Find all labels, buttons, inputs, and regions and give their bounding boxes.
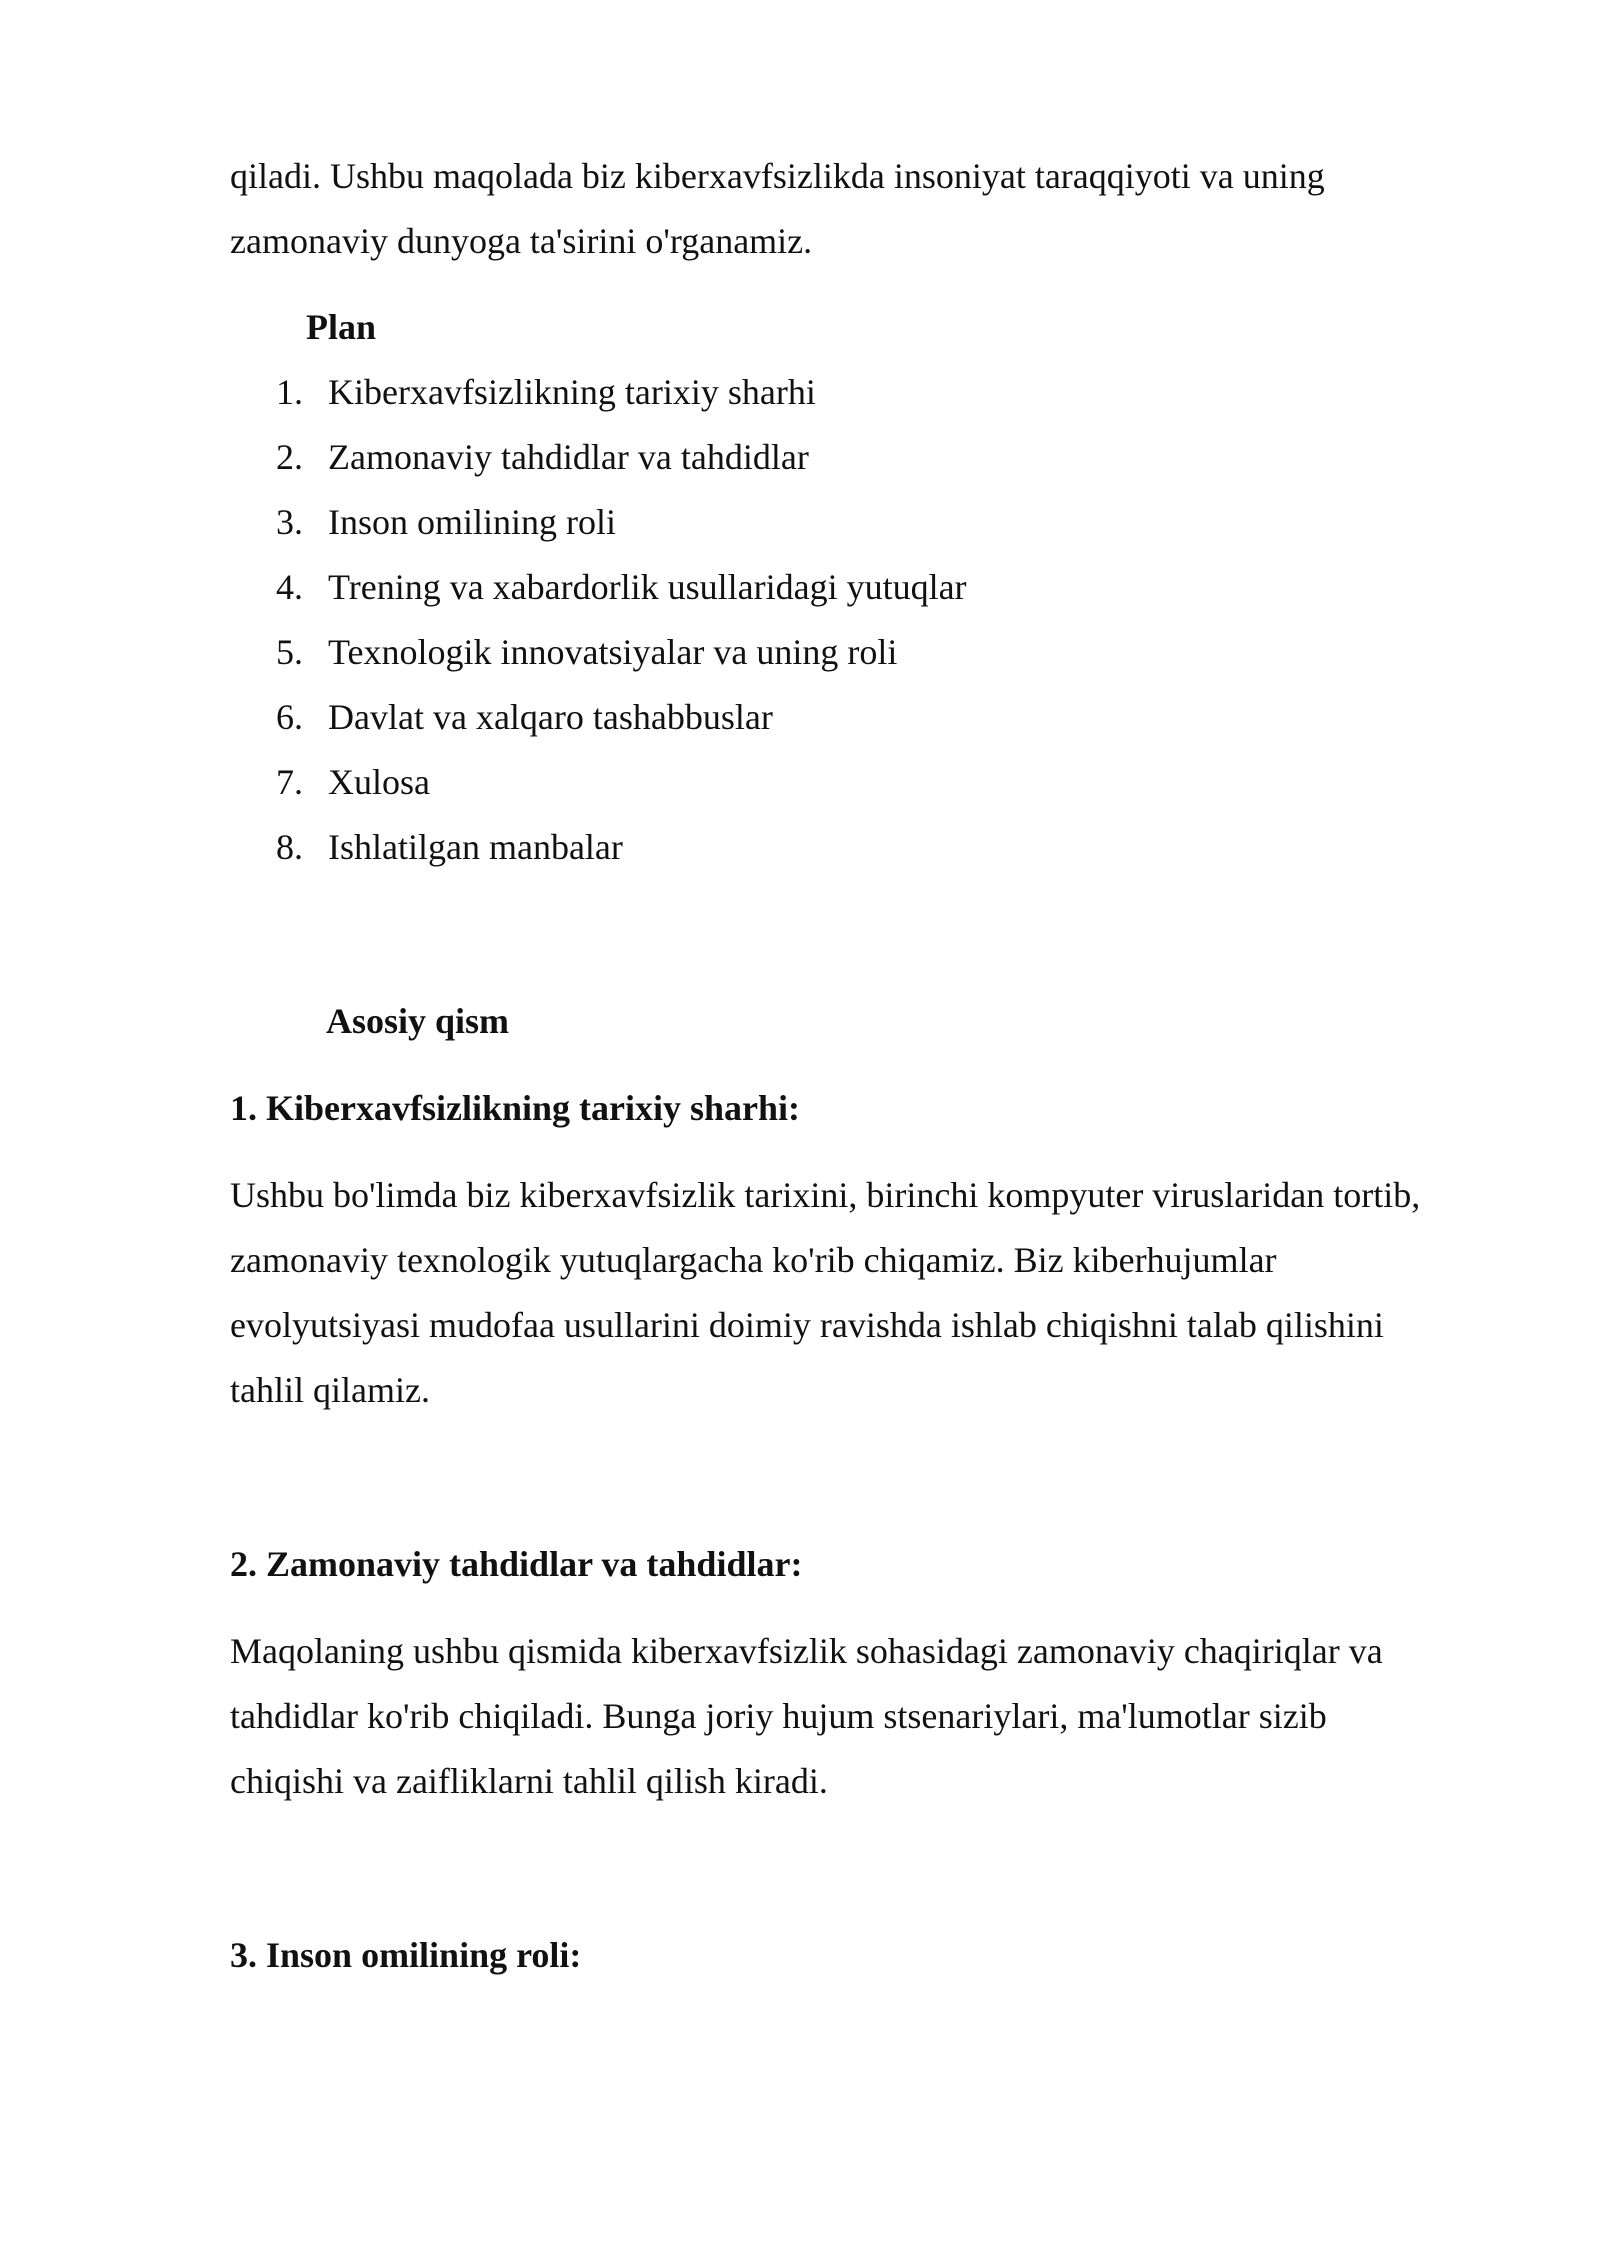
- section-line: chiqishi va zaifliklarni tahlil qilish kiradi.: [230, 1761, 828, 1801]
- plan-item: [276, 565, 967, 609]
- section-line: Maqolaning ushbu qismida kiberxavfsizlik sohasidagi zamonaviy chaqiriqlar va: [230, 1631, 1383, 1671]
- section-line: zamonaviy texnologik yutuqlargacha ko'rib chiqamiz. Biz kiberhujumlar: [230, 1240, 1277, 1280]
- section-line: evolyutsiyasi mudofaa usullarini doimiy ravishda ishlab chiqishni talab qilishini: [230, 1305, 1384, 1345]
- main-heading: Asosiy qism: [326, 1001, 510, 1041]
- plan-item-text: Ishlatilgan manbalar: [328, 827, 623, 867]
- section-line: tahlil qilamiz.: [230, 1370, 430, 1410]
- plan-title: Plan: [306, 307, 377, 347]
- plan-item-text: Trening va xabardorlik usullaridagi yutuqlar: [328, 567, 967, 607]
- section-heading: 1. Kiberxavfsizlikning tarixiy sharhi:: [230, 1088, 801, 1128]
- plan-item-text: Zamonaviy tahdidlar va tahdidlar: [328, 437, 809, 477]
- intro-line-1: qiladi. Ushbu maqolada biz kiberxavfsizlikda insoniyat taraqqiyoti va uning: [230, 156, 1325, 196]
- plan-item-number: 3.: [276, 502, 303, 542]
- plan-item-text: Texnologik innovatsiyalar va uning roli: [328, 632, 898, 672]
- plan-item-number: 6.: [276, 697, 303, 737]
- plan-item-text: Xulosa: [328, 762, 430, 802]
- plan-item: [276, 630, 897, 674]
- plan-item-number: 8.: [276, 827, 303, 867]
- plan-item-number: 1.: [276, 372, 303, 412]
- plan-item: [276, 370, 816, 414]
- plan-item-number: 4.: [276, 567, 303, 607]
- plan-item-number: 2.: [276, 437, 303, 477]
- plan-item: [276, 825, 623, 869]
- plan-item-text: Davlat va xalqaro tashabbuslar: [328, 697, 773, 737]
- plan-item-number: 7.: [276, 762, 303, 802]
- plan-item: [276, 435, 809, 479]
- section-heading: 3. Inson omilining roli:: [230, 1935, 582, 1975]
- section-line: tahdidlar ko'rib chiqiladi. Bunga joriy hujum stsenariylari, ma'lumotlar sizib: [230, 1696, 1327, 1736]
- plan-item-text: Inson omilining roli: [328, 502, 616, 542]
- plan-item: [276, 500, 616, 544]
- section-line: Ushbu bo'limda biz kiberxavfsizlik tarixini, birinchi kompyuter viruslaridan tortib,: [230, 1175, 1421, 1215]
- plan-item-number: 5.: [276, 632, 303, 672]
- intro-line-2: zamonaviy dunyoga ta'sirini o'rganamiz.: [230, 221, 813, 261]
- plan-item-text: Kiberxavfsizlikning tarixiy sharhi: [328, 372, 816, 412]
- plan-item: [276, 695, 773, 739]
- section-heading: 2. Zamonaviy tahdidlar va tahdidlar:: [230, 1544, 803, 1584]
- plan-item: [276, 760, 430, 804]
